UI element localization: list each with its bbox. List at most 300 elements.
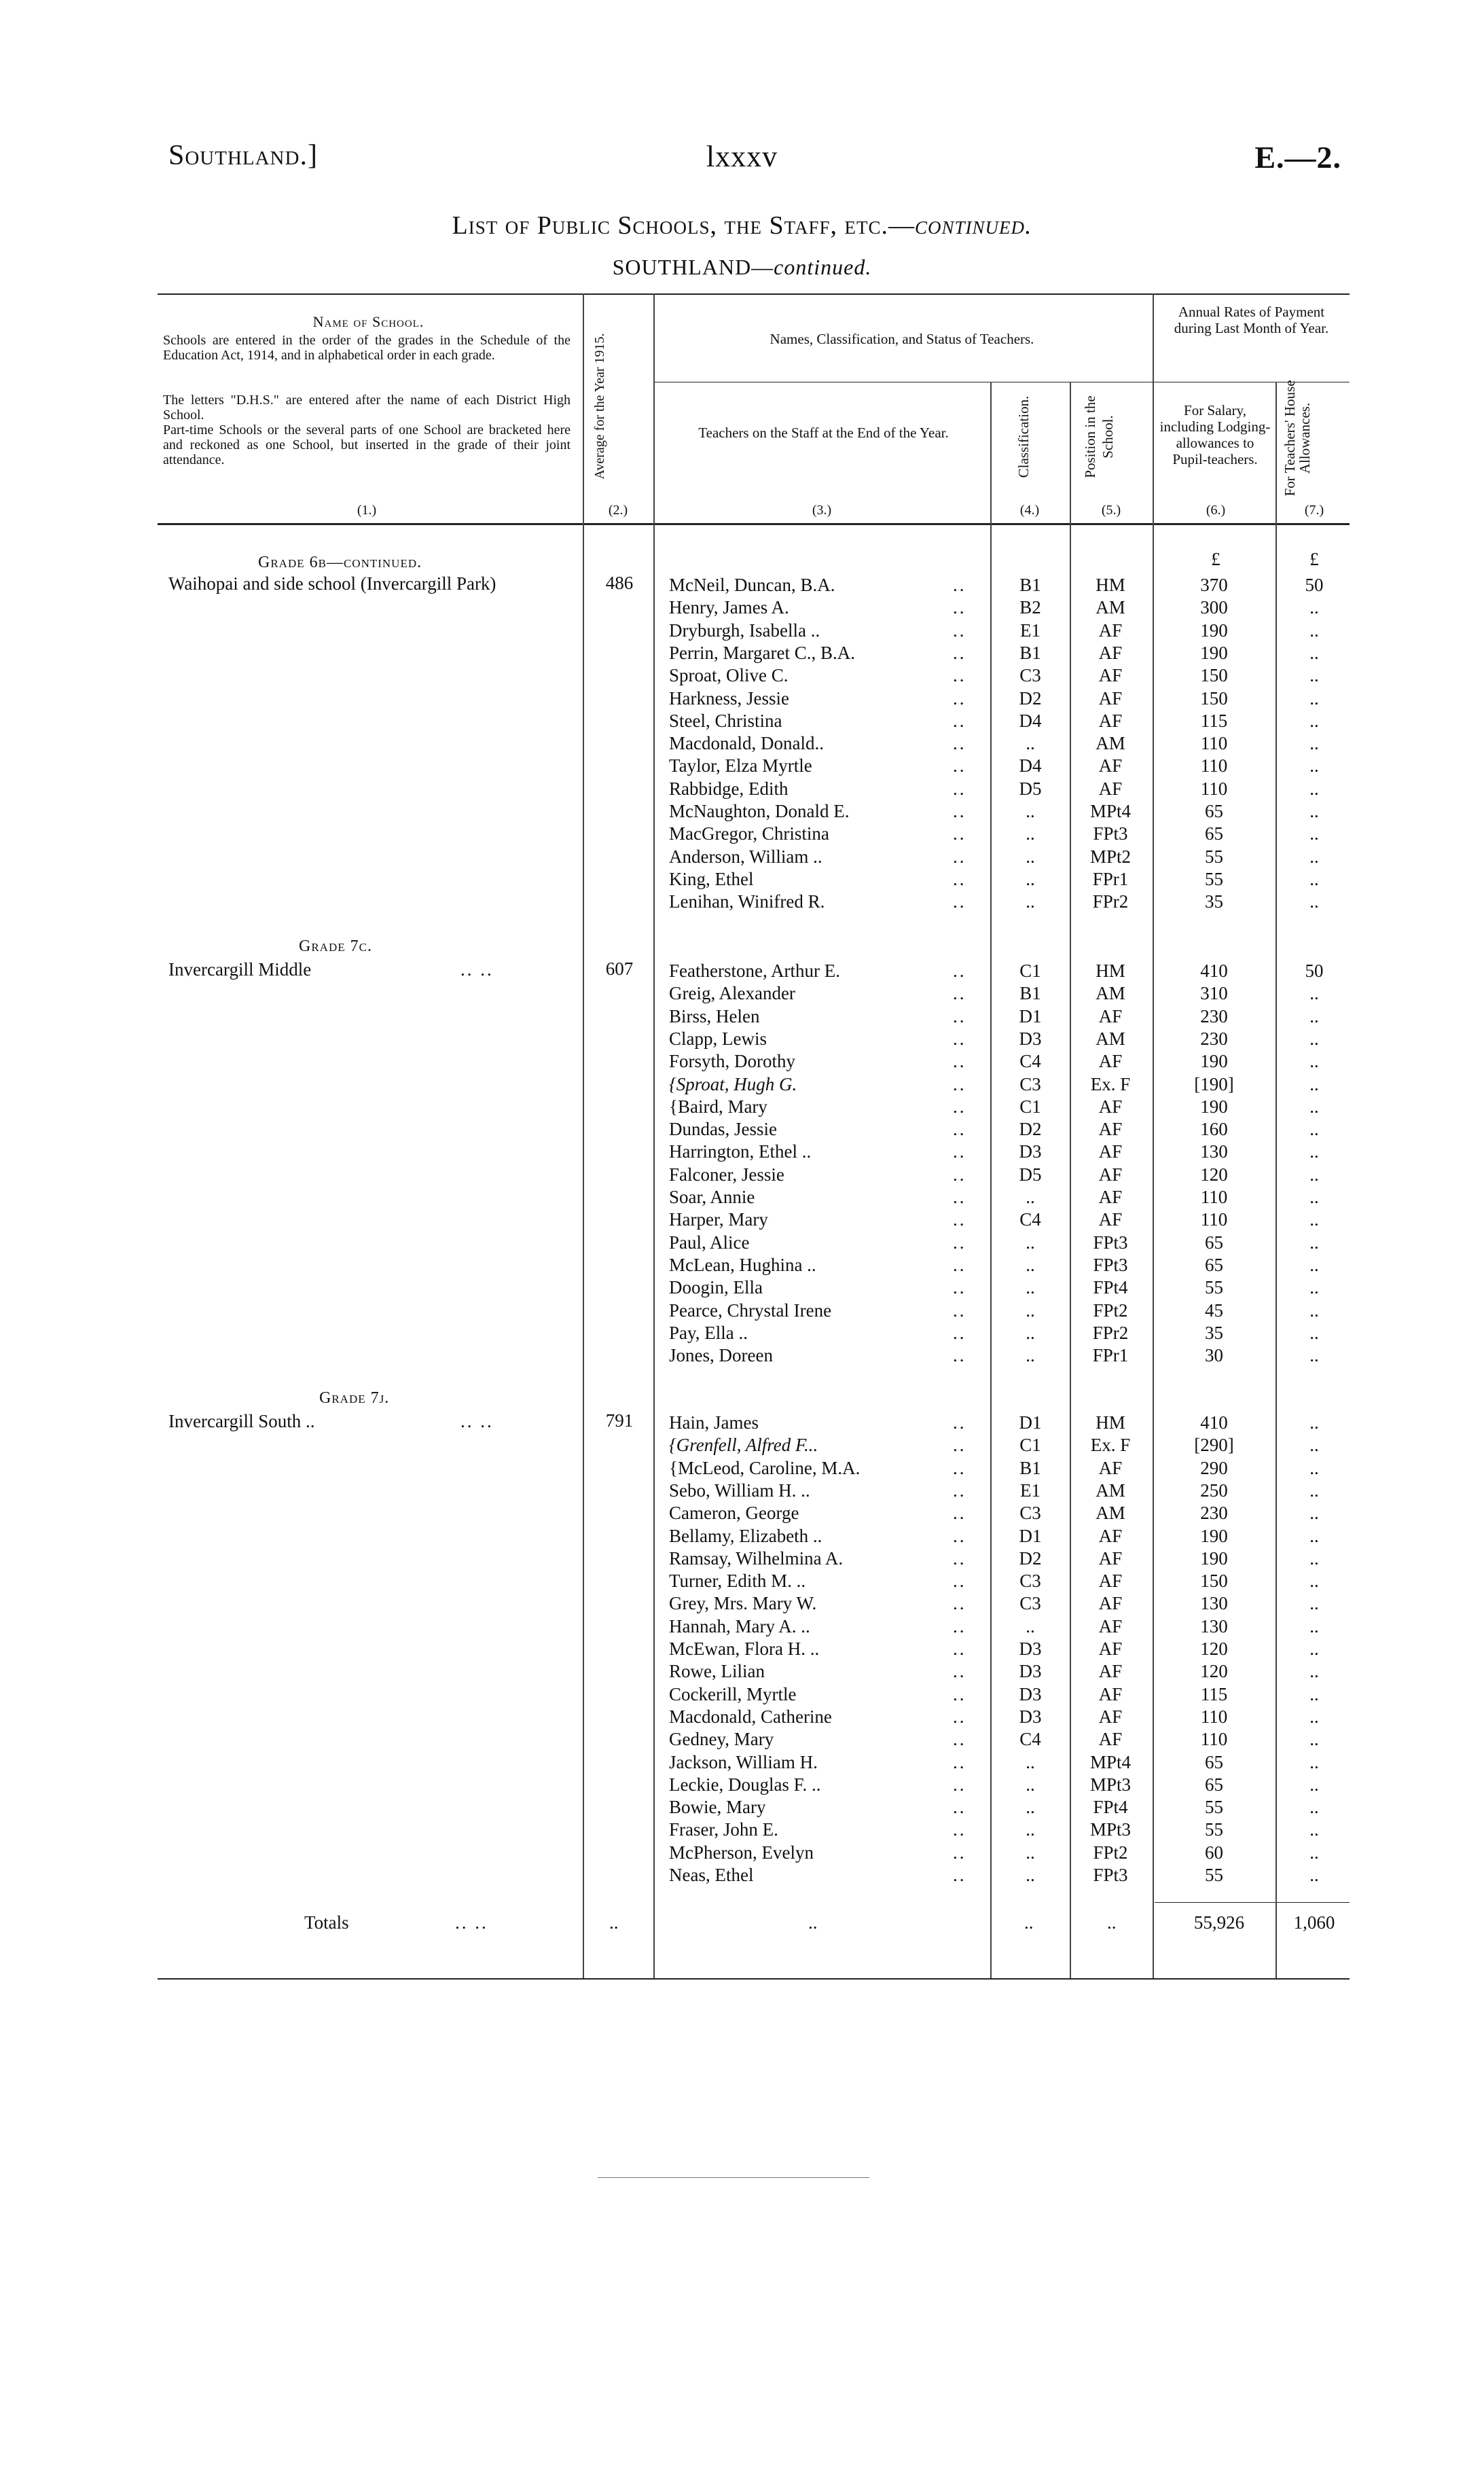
teacher-position: AM (1096, 597, 1125, 618)
teacher-classification: D3 (1019, 1706, 1042, 1727)
leader-dots: .. (953, 1141, 966, 1162)
teacher-house-allowance: .. (1309, 1706, 1319, 1727)
teacher-classification: D3 (1019, 1683, 1042, 1704)
teacher-salary: 65 (1205, 1751, 1223, 1772)
teacher-name: Hannah, Mary A. .. (669, 1615, 810, 1636)
leader-dots: .. (953, 1051, 966, 1072)
leader-dots: .. (953, 823, 966, 844)
school-name: Waihopai and side school (Invercargill Park) (168, 573, 496, 594)
teacher-name: {Grenfell, Alfred F... (669, 1435, 818, 1456)
teacher-row (0, 1232, 1484, 1255)
teacher-position: AM (1096, 1480, 1125, 1501)
teacher-row (0, 1503, 1484, 1525)
teacher-position: FPt3 (1093, 1232, 1128, 1253)
leader-dots: .. (953, 575, 966, 595)
teacher-classification: .. (1026, 1300, 1035, 1321)
teacher-name: Taylor, Elza Myrtle (669, 755, 812, 776)
teacher-position: FPr2 (1092, 1322, 1129, 1343)
teacher-name: Perrin, Margaret C., B.A. (669, 642, 855, 663)
teacher-classification: .. (1026, 868, 1035, 889)
teacher-salary: 150 (1200, 687, 1228, 709)
teacher-classification: D2 (1019, 1547, 1042, 1569)
teacher-row (0, 1865, 1484, 1887)
teacher-salary: 55 (1205, 1277, 1223, 1298)
teacher-house-allowance: 50 (1305, 961, 1324, 981)
col-payment-group-heading: Annual Rates of Payment during Last Month of Year. (1174, 304, 1329, 336)
teacher-salary: 35 (1205, 1322, 1223, 1343)
leader-dots: .. (953, 1457, 966, 1478)
teacher-name: {Baird, Mary (669, 1096, 767, 1117)
teacher-row (0, 983, 1484, 1005)
teacher-row (0, 1729, 1484, 1751)
teacher-position: MPt3 (1089, 1774, 1132, 1795)
school-average: 486 (605, 573, 634, 593)
teacher-name: Harper, Mary (669, 1209, 768, 1230)
teacher-name: McNaughton, Donald E. (669, 801, 850, 821)
totals-top-rule (1155, 1902, 1350, 1903)
teacher-salary: 55 (1205, 1865, 1223, 1885)
teacher-name: King, Ethel (669, 868, 754, 889)
teacher-salary: 160 (1200, 1119, 1228, 1140)
teacher-salary: 115 (1200, 1683, 1228, 1704)
teacher-name: Forsyth, Dorothy (669, 1051, 796, 1072)
totals-salary: 55,926 (1193, 1912, 1245, 1933)
teacher-row (0, 1639, 1484, 1661)
col-5-number: (5.) (1101, 503, 1121, 518)
teacher-row (0, 1255, 1484, 1277)
col-4-number: (4.) (1019, 503, 1040, 518)
teacher-position: AM (1096, 1028, 1125, 1049)
teacher-name: Soar, Annie (669, 1187, 755, 1207)
teacher-classification: .. (1026, 1865, 1035, 1885)
teacher-house-allowance: .. (1309, 1345, 1319, 1366)
teacher-position: FPr1 (1092, 1345, 1129, 1366)
teacher-row (0, 1006, 1484, 1028)
teacher-row (0, 1435, 1484, 1457)
leader-dots: .. (953, 1096, 966, 1117)
leader-dots: .. (953, 1819, 966, 1840)
teacher-name: McPherson, Evelyn (669, 1842, 814, 1863)
teacher-salary: 130 (1200, 1615, 1228, 1636)
teacher-row (0, 1187, 1484, 1209)
teacher-position: AF (1098, 710, 1123, 731)
leader-dots: .. (953, 1797, 966, 1818)
teacher-position: Ex. F (1090, 1073, 1131, 1094)
leader-dots: .. (953, 755, 966, 776)
teacher-salary: 65 (1205, 823, 1223, 844)
teacher-position: FPt4 (1093, 1797, 1128, 1818)
leader-dots: .. (953, 710, 966, 731)
leader-dots: .. (953, 642, 966, 663)
teacher-classification: D5 (1019, 1164, 1042, 1185)
teacher-row (0, 1345, 1484, 1367)
teacher-row (0, 1096, 1484, 1119)
teacher-position: AM (1096, 983, 1125, 1004)
teacher-salary: 300 (1200, 597, 1228, 618)
col-salary-heading: For Salary, including Lodging-allowances to Pupil-teachers. (1159, 402, 1271, 467)
teacher-salary: 110 (1200, 755, 1228, 776)
teacher-house-allowance: .. (1309, 1751, 1319, 1772)
leader-dots: .. (953, 1345, 966, 1366)
teacher-salary: 230 (1200, 1503, 1228, 1524)
school-name: Invercargill Middle .. .. (168, 959, 494, 980)
col-teachers-heading: Teachers on the Staff at the End of the Year. (698, 425, 949, 441)
leader-dots: .. (953, 1277, 966, 1298)
leader-dots: .. (953, 1232, 966, 1253)
teacher-house-allowance: .. (1309, 983, 1319, 1004)
teacher-name: Harkness, Jessie (669, 687, 789, 709)
teacher-name: Turner, Edith M. .. (669, 1571, 806, 1592)
teacher-salary: 55 (1205, 1819, 1223, 1840)
teacher-position: AF (1098, 1571, 1123, 1592)
teacher-position: AF (1098, 1119, 1123, 1140)
teacher-classification: C3 (1019, 1571, 1041, 1592)
col-teachers-group-heading: Names, Classification, and Status of Teachers. (770, 331, 1034, 347)
leader-dots: .. (953, 1525, 966, 1546)
teacher-house-allowance: .. (1309, 1435, 1319, 1456)
teacher-house-allowance: .. (1309, 1096, 1319, 1117)
teacher-row (0, 1164, 1484, 1187)
teacher-house-allowance: .. (1309, 1819, 1319, 1840)
teacher-classification: .. (1026, 1345, 1035, 1366)
leader-dots: .. (953, 1639, 966, 1659)
teacher-name: Clapp, Lewis (669, 1028, 767, 1049)
teacher-salary: 35 (1205, 891, 1223, 912)
teacher-name: Hain, James (669, 1412, 759, 1433)
teacher-house-allowance: .. (1309, 1774, 1319, 1795)
teacher-classification: C1 (1019, 1435, 1041, 1456)
teacher-classification: E1 (1020, 620, 1040, 641)
teacher-row (0, 779, 1484, 801)
teacher-salary: 110 (1200, 1729, 1228, 1750)
leader-dots: .. (953, 1209, 966, 1230)
teacher-position: Ex. F (1090, 1435, 1131, 1456)
col-7-number: (7.) (1304, 503, 1324, 518)
leader-dots: .. (953, 1729, 966, 1750)
leader-dots: .. (953, 846, 966, 867)
teacher-row (0, 891, 1484, 914)
teacher-classification: D3 (1019, 1141, 1042, 1162)
teacher-salary: 60 (1205, 1842, 1223, 1863)
teacher-house-allowance: .. (1309, 868, 1319, 889)
teacher-row (0, 1028, 1484, 1051)
teacher-classification: C3 (1019, 1503, 1041, 1524)
teacher-house-allowance: .. (1309, 597, 1319, 618)
teacher-classification: E1 (1020, 1480, 1040, 1501)
teacher-house-allowance: .. (1309, 1051, 1319, 1072)
leader-dots: .. (953, 1073, 966, 1094)
leader-dots: .. (953, 665, 966, 686)
teacher-classification: .. (1026, 823, 1035, 844)
teacher-name: McNeil, Duncan, B.A. (669, 575, 835, 595)
teacher-salary: 190 (1200, 1051, 1228, 1072)
teacher-row (0, 846, 1484, 869)
teacher-house-allowance: .. (1309, 1480, 1319, 1501)
leader-dots: .. (953, 1593, 966, 1614)
teacher-name: Jackson, William H. (669, 1751, 818, 1772)
teacher-row (0, 801, 1484, 823)
teacher-classification: D3 (1019, 1661, 1042, 1682)
teacher-name: Henry, James A. (669, 597, 789, 618)
teacher-row (0, 733, 1484, 755)
teacher-row (0, 1774, 1484, 1797)
leader-dots: .. (953, 1706, 966, 1727)
teacher-name: Steel, Christina (669, 710, 782, 731)
teacher-classification: .. (1026, 1751, 1035, 1772)
teacher-classification: .. (1026, 846, 1035, 867)
teacher-house-allowance: .. (1309, 1525, 1319, 1546)
teacher-row (0, 1074, 1484, 1096)
teacher-position: MPt4 (1089, 1751, 1132, 1772)
page-title: List of Public Schools, the Staff, etc.—continued. (452, 211, 1032, 240)
leader-dots: .. (953, 983, 966, 1004)
teacher-name: McLean, Hughina .. (669, 1254, 816, 1275)
teacher-row (0, 823, 1484, 846)
teacher-salary: 55 (1205, 868, 1223, 889)
teacher-name: Gedney, Mary (669, 1729, 774, 1750)
teacher-name: Macdonald, Donald.. (669, 733, 824, 754)
teacher-row (0, 1616, 1484, 1639)
leader-dots: .. (953, 1751, 966, 1772)
leader-dots: .. (953, 1661, 966, 1682)
teacher-row (0, 1209, 1484, 1232)
teacher-house-allowance: .. (1309, 801, 1319, 821)
teacher-name: Sproat, Olive C. (669, 665, 789, 686)
teacher-position: AF (1098, 1683, 1123, 1704)
leader-dots: .. (953, 1322, 966, 1343)
teacher-house-allowance: .. (1309, 1073, 1319, 1094)
teacher-salary: 150 (1200, 1571, 1228, 1592)
teacher-salary: [290] (1194, 1435, 1234, 1456)
teacher-row (0, 1797, 1484, 1819)
leader-dots: .. (953, 1571, 966, 1592)
teacher-name: Neas, Ethel (669, 1865, 754, 1885)
teacher-row (0, 1526, 1484, 1548)
teacher-salary: 150 (1200, 665, 1228, 686)
teacher-house-allowance: .. (1309, 1141, 1319, 1162)
teacher-name: Birss, Helen (669, 1005, 760, 1026)
teacher-position: FPt3 (1093, 1254, 1128, 1275)
teacher-house-allowance: .. (1309, 620, 1319, 641)
leader-dots: .. (953, 891, 966, 912)
teacher-name: Featherstone, Arthur E. (669, 961, 840, 981)
teacher-classification: D3 (1019, 1028, 1042, 1049)
teacher-salary: 250 (1200, 1480, 1228, 1501)
leader-dots: .. (953, 1412, 966, 1433)
totals-position: .. (1107, 1912, 1117, 1933)
teacher-house-allowance: .. (1309, 733, 1319, 754)
header-right: E.—2. (1254, 140, 1341, 175)
col-name-note-2: The letters "D.H.S." are entered after the name of each District High School. (163, 393, 571, 423)
teacher-row (0, 1323, 1484, 1345)
teacher-row (0, 1458, 1484, 1480)
teacher-row (0, 961, 1484, 983)
teacher-house-allowance: .. (1309, 778, 1319, 799)
teacher-house-allowance: .. (1309, 687, 1319, 709)
totals-average: .. (609, 1912, 619, 1933)
teacher-classification: C4 (1019, 1729, 1041, 1750)
grade-heading: Grade 7j. (319, 1389, 390, 1407)
teacher-name: Dundas, Jessie (669, 1119, 777, 1140)
leader-dots: .. (953, 1503, 966, 1524)
footer-rule (598, 2177, 869, 2178)
teacher-position: FPr1 (1092, 868, 1129, 889)
teacher-house-allowance: .. (1309, 1593, 1319, 1614)
teacher-position: HM (1096, 1412, 1125, 1433)
totals-label: Totals (304, 1912, 349, 1933)
teacher-classification: C3 (1019, 1073, 1041, 1094)
teacher-classification: .. (1026, 891, 1035, 912)
teacher-salary: 65 (1205, 801, 1223, 821)
teacher-name: Pay, Ella .. (669, 1322, 748, 1343)
teacher-salary: 230 (1200, 1005, 1228, 1026)
teacher-salary: 55 (1205, 1797, 1223, 1818)
teacher-position: AF (1098, 1661, 1123, 1682)
teacher-house-allowance: .. (1309, 1232, 1319, 1253)
teacher-salary: 130 (1200, 1141, 1228, 1162)
currency-house: £ (1309, 549, 1319, 569)
page-subtitle: SOUTHLAND—continued. (612, 255, 872, 279)
teacher-salary: 310 (1200, 983, 1228, 1004)
teacher-name: Bellamy, Elizabeth .. (669, 1525, 822, 1546)
teacher-row (0, 1706, 1484, 1729)
teacher-name: {McLeod, Caroline, M.A. (669, 1457, 861, 1478)
teacher-name: McEwan, Flora H. .. (669, 1639, 820, 1659)
leader-dots: .. (953, 868, 966, 889)
teacher-position: AF (1098, 1051, 1123, 1072)
table-top-rule (158, 293, 1350, 295)
teacher-classification: .. (1026, 1254, 1035, 1275)
teacher-classification: B2 (1019, 597, 1041, 618)
page-number: lxxxv (706, 140, 778, 173)
teacher-position: MPt3 (1089, 1819, 1132, 1840)
teacher-row (0, 597, 1484, 620)
teacher-house-allowance: .. (1309, 1842, 1319, 1863)
leader-dots: .. (953, 1164, 966, 1185)
leader-dots: .. (953, 1480, 966, 1501)
leader-dots: .. (953, 620, 966, 641)
leader-dots: .. (953, 1119, 966, 1140)
col-name-heading: Name of School. (312, 313, 424, 330)
teacher-salary: 190 (1200, 1525, 1228, 1546)
school-name: Invercargill South .. .. .. (168, 1411, 494, 1431)
teacher-classification: .. (1026, 1187, 1035, 1207)
teacher-position: FPt4 (1093, 1277, 1128, 1298)
leader-dots: .. (953, 1774, 966, 1795)
col-1-number: (1.) (357, 503, 377, 518)
teacher-name: Grey, Mrs. Mary W. (669, 1593, 817, 1614)
teacher-name: Greig, Alexander (669, 983, 795, 1004)
leader-dots: .. (953, 1865, 966, 1885)
teacher-position: MPt4 (1089, 801, 1132, 821)
teacher-row (0, 1752, 1484, 1774)
leader-dots: .. (953, 1842, 966, 1863)
teacher-name: Rowe, Lilian (669, 1661, 765, 1682)
leader-dots: .. (953, 778, 966, 799)
teacher-row (0, 620, 1484, 643)
teacher-classification: .. (1026, 1797, 1035, 1818)
teacher-row (0, 643, 1484, 665)
teacher-row (0, 1277, 1484, 1300)
teacher-classification: .. (1026, 1842, 1035, 1863)
teacher-classification: C3 (1019, 1593, 1041, 1614)
col-6-number: (6.) (1206, 503, 1226, 518)
teacher-house-allowance: .. (1309, 1005, 1319, 1026)
leader-dots: .. (953, 1187, 966, 1207)
teacher-house-allowance: .. (1309, 1571, 1319, 1592)
teacher-house-allowance: .. (1309, 1119, 1319, 1140)
teacher-row (0, 1593, 1484, 1615)
teacher-classification: D1 (1019, 1525, 1042, 1546)
leader-dots: .. (953, 1547, 966, 1569)
teacher-name: Fraser, John E. (669, 1819, 778, 1840)
teacher-position: AF (1098, 778, 1123, 799)
teacher-position: HM (1096, 575, 1125, 595)
teacher-position: FPr2 (1092, 891, 1129, 912)
teacher-classification: B1 (1019, 575, 1041, 595)
col-position-heading: Position in the School. (1082, 395, 1116, 478)
teacher-house-allowance: .. (1309, 1865, 1319, 1885)
teacher-position: AF (1098, 642, 1123, 663)
teacher-name: Paul, Alice (669, 1232, 750, 1253)
teacher-classification: D5 (1019, 778, 1042, 799)
teacher-classification: .. (1026, 1232, 1035, 1253)
teacher-house-allowance: .. (1309, 1661, 1319, 1682)
teacher-classification: .. (1026, 733, 1035, 754)
school-average: 607 (605, 959, 634, 979)
teacher-row (0, 1119, 1484, 1141)
teacher-name: Macdonald, Catherine (669, 1706, 832, 1727)
teacher-house-allowance: .. (1309, 1028, 1319, 1049)
teacher-classification: B1 (1019, 642, 1041, 663)
teacher-row (0, 575, 1484, 597)
grade-heading: Grade 7c. (299, 937, 372, 955)
leader-dots: .. (953, 1005, 966, 1026)
teacher-row (0, 711, 1484, 733)
teacher-salary: 410 (1200, 1412, 1228, 1433)
col-classification-heading: Classification. (1015, 395, 1032, 478)
teacher-classification: D3 (1019, 1639, 1042, 1659)
teacher-salary: 190 (1200, 620, 1228, 641)
teacher-position: AF (1098, 1457, 1123, 1478)
teacher-house-allowance: .. (1309, 1615, 1319, 1636)
teacher-name: Dryburgh, Isabella .. (669, 620, 820, 641)
teacher-name: Harrington, Ethel .. (669, 1141, 812, 1162)
teacher-classification: .. (1026, 1322, 1035, 1343)
teacher-house-allowance: 50 (1305, 575, 1324, 595)
teacher-position: AF (1098, 620, 1123, 641)
teacher-row (0, 665, 1484, 687)
teacher-row (0, 1842, 1484, 1865)
teacher-salary: [190] (1194, 1073, 1234, 1094)
teacher-position: AF (1098, 755, 1123, 776)
totals-classification: .. (1024, 1912, 1034, 1933)
teacher-row (0, 1571, 1484, 1593)
teacher-name: Cockerill, Myrtle (669, 1683, 797, 1704)
teacher-house-allowance: .. (1309, 1547, 1319, 1569)
teacher-row (0, 1300, 1484, 1323)
teacher-position: AM (1096, 1503, 1125, 1524)
teacher-name: Rabbidge, Edith (669, 778, 789, 799)
teacher-position: HM (1096, 961, 1125, 981)
totals-teachers: .. (808, 1912, 818, 1933)
teacher-row (0, 869, 1484, 891)
teacher-position: FPt2 (1093, 1842, 1128, 1863)
teacher-salary: 110 (1200, 1187, 1228, 1207)
teacher-position: FPt3 (1093, 823, 1128, 844)
teacher-classification: B1 (1019, 1457, 1041, 1478)
teacher-position: AF (1098, 1547, 1123, 1569)
